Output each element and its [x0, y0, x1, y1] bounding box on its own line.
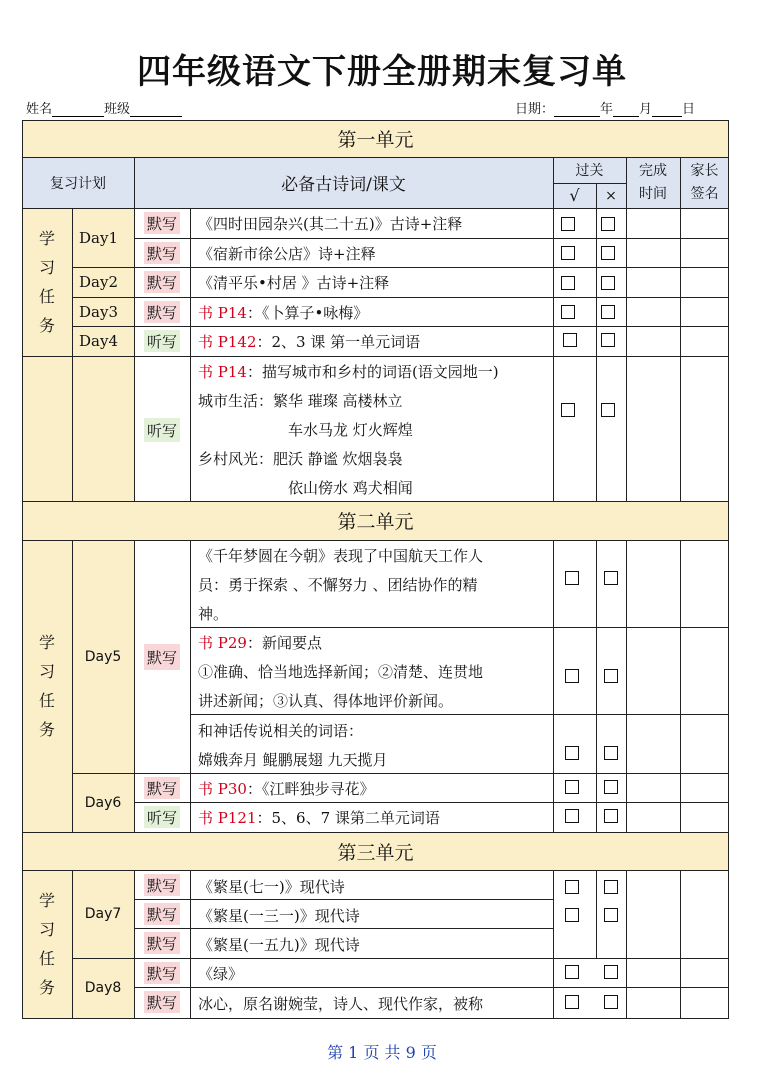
pass-checkbox[interactable] [561, 305, 575, 319]
content-text: 车水马龙 灯火辉煌 [288, 421, 413, 439]
type-tag: 默写 [146, 244, 177, 263]
type-tag: 默写 [146, 648, 177, 667]
fail-checkbox[interactable] [601, 403, 615, 417]
content-text: 《绿》 [198, 965, 244, 983]
content-text: 《四时田园杂兴(其二十五)》古诗+注释 [198, 215, 463, 233]
fail-checkbox[interactable] [604, 571, 618, 585]
type-tag: 默写 [146, 905, 177, 924]
header-cross: × [605, 187, 617, 204]
unit1-side-label: 学 习 任 务 [38, 229, 55, 335]
unit3-side-label: 学 习 任 务 [38, 891, 55, 997]
fail-checkbox[interactable] [604, 809, 618, 823]
header-plan: 复习计划 [50, 175, 106, 192]
type-tag: 默写 [146, 964, 177, 983]
fail-checkbox[interactable] [604, 880, 618, 894]
day-label: Day1 [79, 229, 118, 247]
content-text: 依山傍水 鸡犬相闻 [288, 479, 413, 497]
content-text: 《繁星(七一)》现代诗 [198, 878, 345, 896]
pass-checkbox[interactable] [565, 809, 579, 823]
content-text: 书 P14：《卜算子•咏梅》 [198, 304, 369, 322]
content-text: 书 P142：2、3 课 第一单元词语 [198, 333, 421, 351]
pass-checkbox[interactable] [561, 217, 575, 231]
type-tag: 默写 [146, 303, 177, 322]
month-label: 月 [639, 102, 653, 117]
content-text: 《千年梦圆在今朝》表现了中国航天工作人 [198, 547, 484, 565]
day-label: Day6 [84, 794, 122, 811]
pass-checkbox[interactable] [561, 246, 575, 260]
unit2-side-label: 学 习 任 务 [38, 633, 55, 739]
pass-checkbox[interactable] [565, 965, 579, 979]
fail-checkbox[interactable] [601, 305, 615, 319]
unit3-title: 第三单元 [337, 841, 414, 864]
fail-checkbox[interactable] [604, 780, 618, 794]
day-label: Day8 [84, 980, 122, 996]
fail-checkbox[interactable] [604, 908, 618, 922]
header-pass: 过关 [575, 163, 604, 179]
content-text: 和神话传说相关的词语： [198, 722, 364, 740]
pass-checkbox[interactable] [561, 276, 575, 290]
fail-checkbox[interactable] [604, 995, 618, 1009]
header-content: 必备古诗词/课文 [281, 175, 406, 195]
pass-checkbox[interactable] [561, 403, 575, 417]
pass-checkbox[interactable] [565, 995, 579, 1009]
unit1-title: 第一单元 [337, 129, 414, 151]
content-text: 冰心，原名谢婉莹，诗人、现代作家，被称 [198, 995, 484, 1013]
pass-checkbox[interactable] [565, 780, 579, 794]
pass-checkbox[interactable] [565, 669, 579, 683]
pass-checkbox[interactable] [565, 908, 579, 922]
day-label: Day7 [84, 906, 122, 922]
fail-checkbox[interactable] [604, 669, 618, 683]
type-tag: 听写 [146, 332, 177, 351]
content-text: 城市生活：繁华 璀璨 高楼林立 [198, 392, 403, 410]
content-text: 神。 [198, 605, 229, 623]
content-text: 讲述新闻；③认真、得体地评价新闻。 [198, 692, 454, 710]
type-tag: 默写 [146, 876, 177, 895]
content-text: 员：勇于探索 、不懈努力 、团结协作的精 [198, 576, 478, 594]
content-text: 乡村风光：肥沃 静谧 炊烟袅袅 [198, 450, 403, 468]
date-label: 日期： [515, 102, 555, 117]
class-label: 班级 [104, 102, 131, 117]
content-text: 《宿新市徐公店》诗+注释 [198, 245, 376, 263]
header-parent: 家长 签名 [690, 163, 719, 202]
type-tag: 默写 [146, 934, 177, 953]
type-tag: 默写 [146, 273, 177, 292]
fail-checkbox[interactable] [601, 217, 615, 231]
pass-checkbox[interactable] [565, 571, 579, 585]
day-label: Day4 [79, 332, 118, 350]
content-text: 《清平乐•村居 》古诗+注释 [198, 274, 390, 292]
fail-checkbox[interactable] [601, 333, 615, 347]
unit2-title: 第二单元 [337, 511, 414, 533]
pass-checkbox[interactable] [565, 746, 579, 760]
type-tag: 默写 [146, 779, 177, 798]
name-label: 姓名 [26, 102, 53, 117]
type-tag: 听写 [146, 421, 177, 440]
type-tag: 默写 [146, 993, 177, 1012]
content-text: 书 P30：《江畔独步寻花》 [198, 780, 375, 798]
fail-checkbox[interactable] [604, 965, 618, 979]
content-text: 《繁星(一三一)》现代诗 [198, 907, 360, 925]
content-text: 书 P14：描写城市和乡村的词语(语文园地一) [198, 363, 499, 381]
content-text: 书 P121：5、6、7 课第二单元词语 [198, 809, 440, 827]
day-label: 日 [682, 102, 696, 117]
type-tag: 默写 [146, 214, 177, 233]
day-label: Day3 [79, 303, 118, 321]
header-done: 完成 时间 [639, 163, 667, 202]
content-text: ①准确、恰当地选择新闻；②清楚、连贯地 [198, 663, 484, 681]
content-text: 书 P29：新闻要点 [198, 634, 322, 652]
page-title: 四年级语文下册全册期末复习单 [137, 52, 627, 92]
pass-checkbox[interactable] [565, 880, 579, 894]
content-text: 《繁星(一五九)》现代诗 [198, 936, 360, 954]
pass-checkbox[interactable] [563, 333, 577, 347]
day-label: Day5 [84, 648, 122, 665]
type-tag: 听写 [146, 808, 177, 827]
fail-checkbox[interactable] [601, 276, 615, 290]
day-label: Day2 [79, 273, 118, 291]
page-footer: 第 1 页 共 9 页 [327, 1043, 437, 1062]
fail-checkbox[interactable] [604, 746, 618, 760]
year-label: 年 [600, 102, 614, 117]
fail-checkbox[interactable] [601, 246, 615, 260]
content-text: 嫦娥奔月 鲲鹏展翅 九天揽月 [198, 751, 388, 769]
header-check: √ [569, 186, 580, 205]
